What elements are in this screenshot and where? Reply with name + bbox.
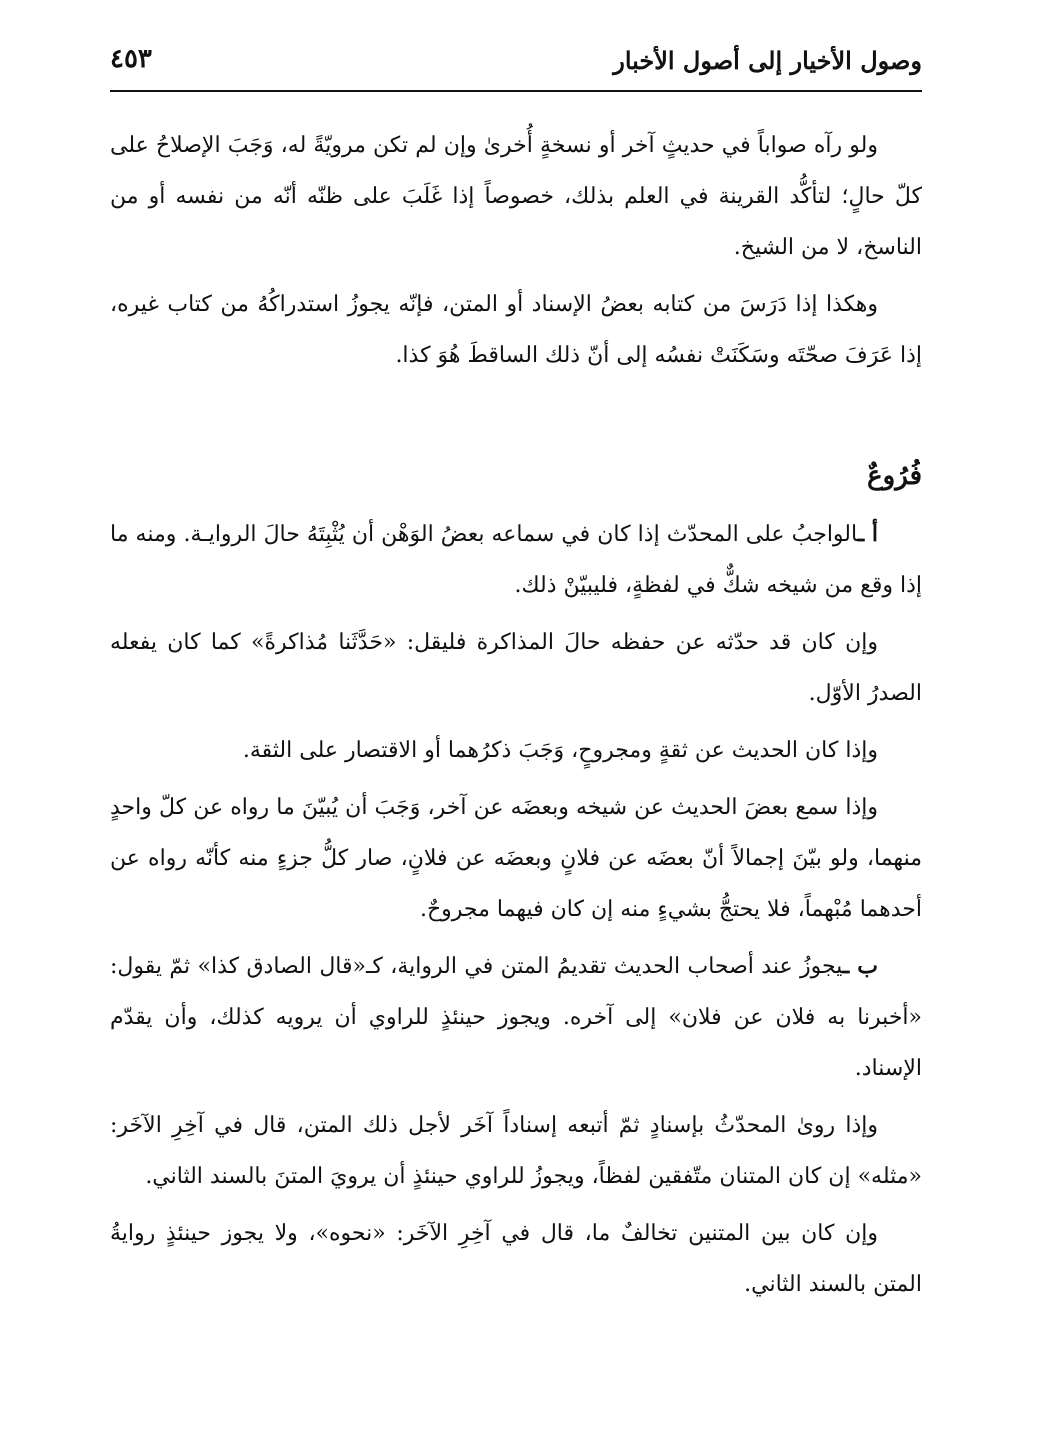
section-spacer: [110, 381, 922, 453]
item-marker-b: ب ـ: [842, 953, 878, 979]
paragraph-erased-text: وهكذا إذا دَرَسَ من كتابه بعضُ الإسناد أو المتن، فإنّه يجوزُ استدراكُهُ من كتاب غيره، إذا عَرَفَ صحّتَه وسَكَنَتْ نفسُه إلى أنّ ذلك الساقطَ هُوَ كذا.: [110, 292, 922, 368]
paragraph-correction: ولو رآه صواباً في حديثٍ آخر أو نسخةٍ أُخرىٰ وإن لم تكن مرويّةً له، وَجَبَ الإصلاحُ على كلّ حالٍ؛ لتأكُّد القرينة في العلم بذلك، خصوصاً إذا غَلَبَ على ظنّه أنّه من نفسه أو من الناسخ، لا من الشيخ.: [110, 133, 922, 260]
item-b-paragraph-3: وإن كان بين المتنين تخالفٌ ما، قال في آخِرِ الآخَر: «نحوه»، ولا يجوز حينئذٍ روايةُ المتن بالسند الثاني.: [110, 1221, 922, 1297]
body-text: [110, 120, 922, 1310]
running-title: وصول الأخيار إلى أصول الأخبار: [613, 46, 922, 75]
item-a-paragraph-4: وإذا سمع بعضَ الحديث عن شيخه وبعضَه عن آخر، وَجَبَ أن يُبيّنَ ما رواه عن كلّ واحدٍ منهما، ولو بيّنَ إجمالاً أنّ بعضَه عن فلانٍ وبعضَه عن فلانٍ، صار كلُّ جزءٍ منه كأنّه رواه عن أحدهما مُبْهماً، فلا يحتجُّ بشيءٍ منه إن كان فيهما مجروحٌ.: [110, 795, 922, 922]
item-marker-a: أ ـ: [857, 521, 879, 547]
item-a-paragraph-3: وإذا كان الحديث عن ثقةٍ ومجروحٍ، وَجَبَ ذكرُهما أو الاقتصار على الثقة.: [242, 738, 878, 763]
item-a-paragraph-1: [110, 509, 922, 611]
item-b-text-1: يجوزُ عند أصحاب الحديث تقديمُ المتن في الرواية، كـ«قال الصادق كذا» ثمّ يقول: «أخبرنا به فلان عن فلان» إلى آخره. ويجوز حينئذٍ للراوي أن يرويه كذلك، وأن يقدّم الإسناد.: [110, 954, 922, 1081]
item-a-text-1: الواجبُ على المحدّث إذا كان في سماعه بعضُ الوَهْن أن يُثْبِتَهُ حالَ الروايـة. ومنه ما إذا وقع من شيخه شكٌّ في لفظةٍ، فليبيّنْ ذلك.: [110, 522, 922, 598]
item-b-paragraph-1: [110, 941, 922, 1094]
section-heading: فُرُوعٌ: [867, 461, 922, 491]
page-number: ٤٥٣: [110, 44, 152, 74]
running-header: [110, 40, 922, 92]
item-a-paragraph-2: وإن كان قد حدّثه عن حفظه حالَ المذاكرة فليقل: «حَدَّثَنا مُذاكرةً» كما كان يفعله الصدرُ الأوّل.: [110, 630, 922, 706]
item-b-paragraph-2: وإذا روىٰ المحدّثُ بإسنادٍ ثمّ أتبعه إسناداً آخَر لأجل ذلك المتن، قال في آخِرِ الآخَر: «مثله» إن كان المتنان متّفقين لفظاً، ويجوزُ للراوي حينئذٍ أن يرويَ المتنَ بالسند الثاني.: [110, 1113, 922, 1189]
